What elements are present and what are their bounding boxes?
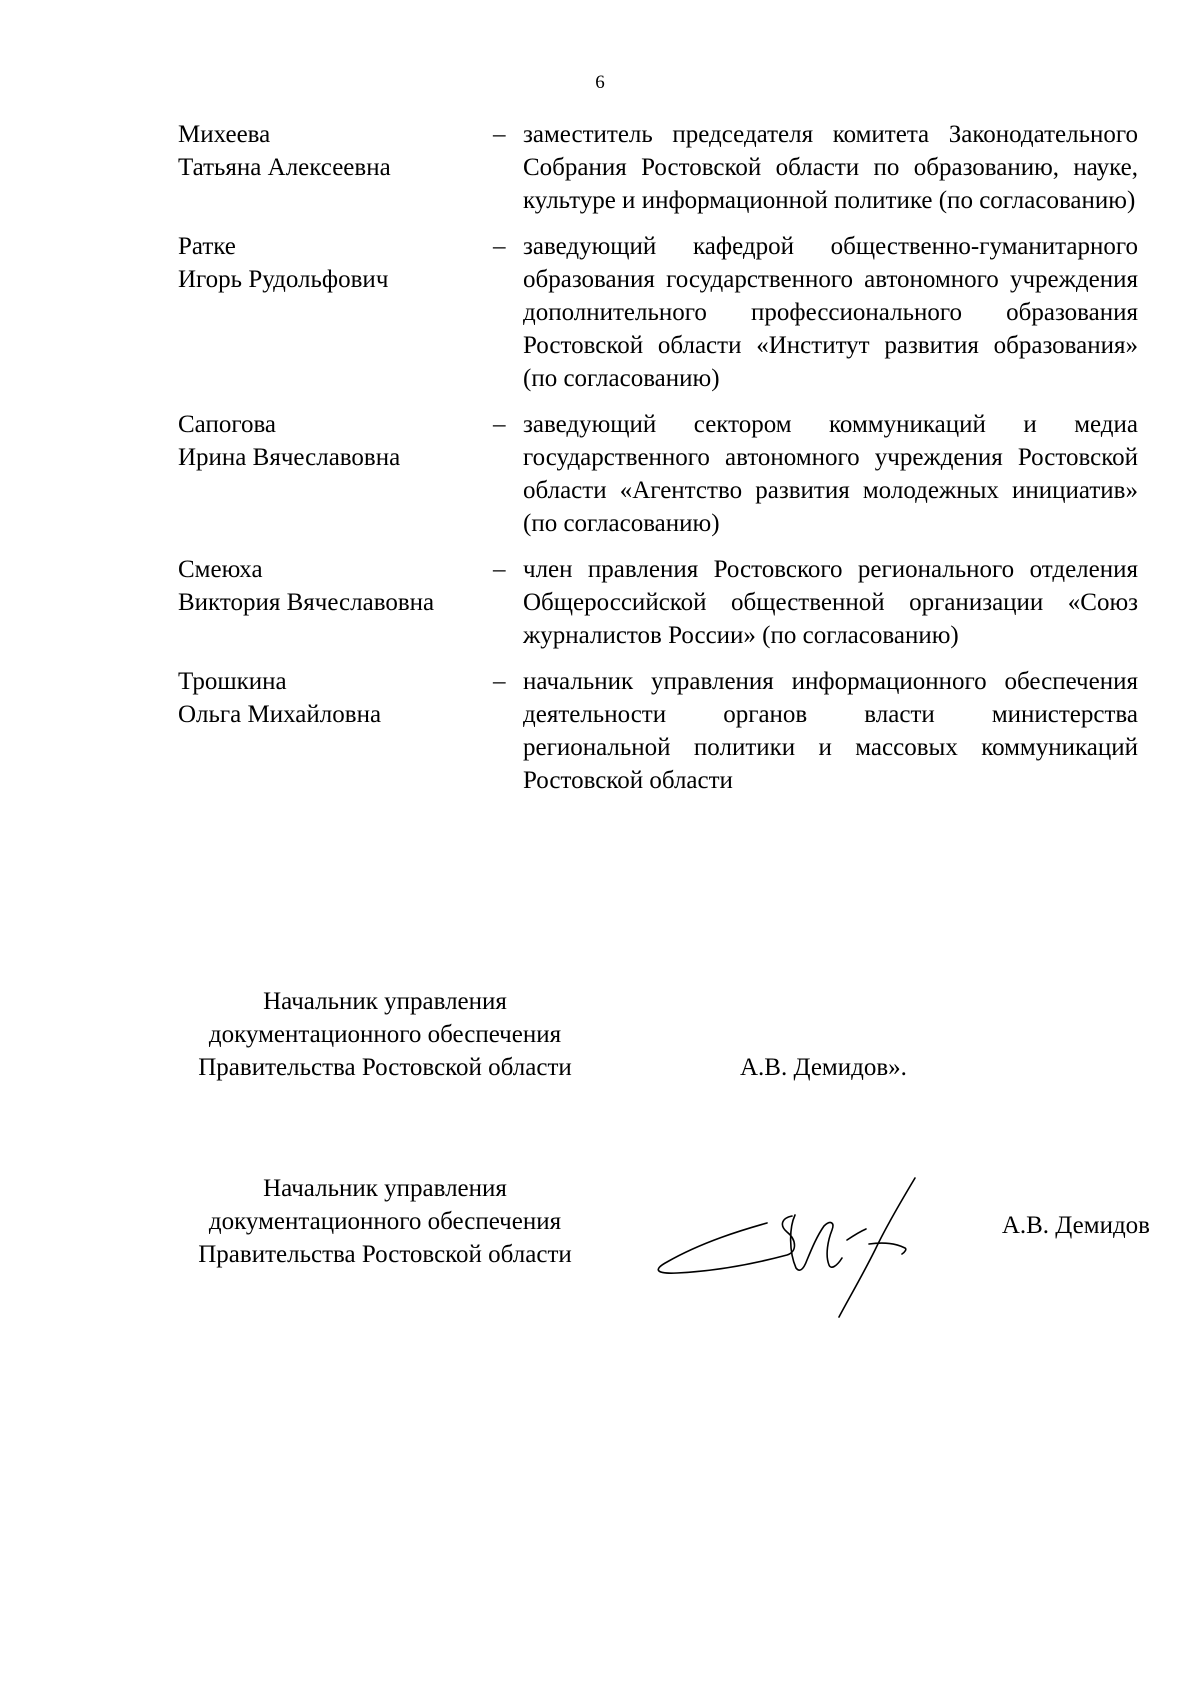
signatory-title-line: документационного обеспечения [208,1021,562,1048]
signatory-title-line: документационного обеспечения [208,1208,562,1235]
dash-separator: – [493,556,506,583]
dash-separator: – [493,411,506,438]
signatory-title [150,985,620,1084]
member-role: заведующий кафедрой общественно-гуманитарного образования государственного автономного учреждения дополнительного профессионального образования Ростовской области «Институт развития образования» (по согласованию) [523,233,1138,392]
member-role: член правления Ростовского регионального отделения Общероссийской общественной организации «Союз журналистов России» (по согласованию) [523,556,1138,649]
handwritten-signature [647,1160,957,1320]
member-given-names: Татьяна Алексеевна [178,154,391,181]
member-surname: Ратке [178,233,236,260]
members-list [178,118,1138,810]
member-name [178,665,488,731]
final-signature-block [150,1172,1150,1322]
closing-signature-block [150,985,1150,1125]
dash-separator: – [493,121,506,148]
member-entry [178,665,1138,797]
member-surname: Сапогова [178,411,277,438]
member-name [178,230,488,296]
member-surname: Смеюха [178,556,263,583]
member-role: заместитель председателя комитета Законодательного Собрания Ростовской области по образованию, науке, культуре и информационной политике (по согласованию) [523,121,1138,214]
member-entry [178,553,1138,652]
member-entry [178,408,1138,540]
member-role: начальник управления информационного обеспечения деятельности органов власти министерства региональной политики и массовых коммуникаций Ростовской области [523,668,1138,794]
member-surname: Трошкина [178,668,287,695]
signatory-title [150,1172,620,1271]
signature-strokes [658,1178,915,1317]
member-role: заведующий сектором коммуникаций и медиа государственного автономного учреждения Ростовской области «Агентство развития молодежных инициатив» (по согласованию) [523,411,1138,537]
signatory-title-line: Начальник управления [263,1175,507,1202]
dash-separator: – [493,668,506,695]
member-name [178,118,488,184]
signatory-title-line: Правительства Ростовской области [198,1241,572,1268]
member-entry [178,118,1138,217]
signatory-name: А.В. Демидов». [740,1054,907,1081]
page-number: 6 [595,72,605,93]
signatory-title-line: Начальник управления [263,988,507,1015]
member-name [178,408,488,474]
member-given-names: Ирина Вячеславовна [178,444,401,471]
member-given-names: Ольга Михайловна [178,701,382,728]
signatory-title-line: Правительства Ростовской области [198,1054,572,1081]
signatory-name: А.В. Демидов [1001,1212,1150,1239]
member-entry [178,230,1138,395]
member-given-names: Виктория Вячеславовна [178,589,435,616]
dash-separator: – [493,233,506,260]
member-name [178,553,488,619]
member-surname: Михеева [178,121,271,148]
member-given-names: Игорь Рудольфович [178,266,389,293]
